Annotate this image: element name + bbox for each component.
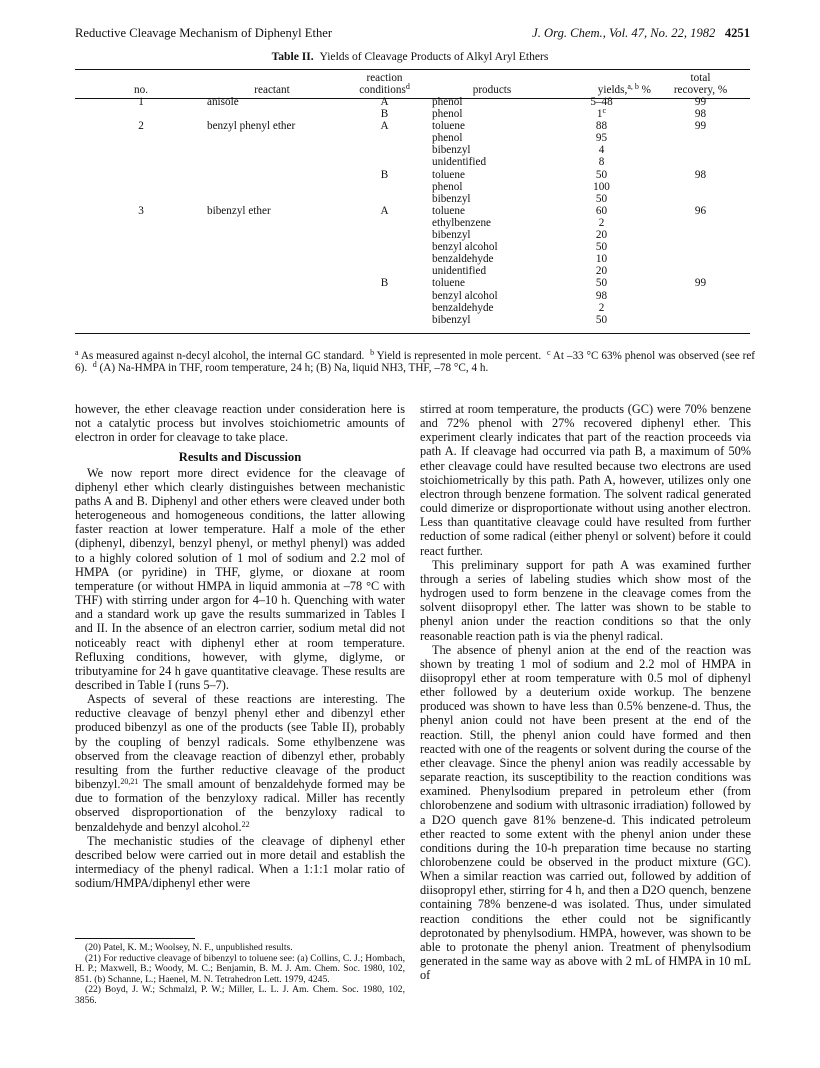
cell-product (432, 290, 552, 302)
citation-superscript: 22 (241, 819, 250, 829)
cell-no (75, 96, 207, 108)
table-row (75, 302, 750, 314)
cell-no-text: 2 (138, 120, 144, 133)
cell-reactant (207, 277, 337, 289)
yield-footnote-mark: c (602, 106, 607, 116)
cell-total-recovery (651, 241, 750, 253)
cell-reactant (207, 217, 337, 229)
cell-total-recovery (651, 253, 750, 265)
cell-reactant (207, 241, 337, 253)
cell-yield (552, 108, 651, 120)
cell-conditions (337, 290, 432, 302)
cell-total-recovery-text: 99 (694, 277, 707, 290)
cell-product (432, 205, 552, 217)
footnote-d: (A) Na-HMPA in THF, room temperature, 24 h; (B) Na, liquid NH3, THF, –78 °C, 4 h. (96, 362, 489, 375)
cell-conditions (337, 229, 432, 241)
cell-total-recovery (651, 265, 750, 277)
table-title: Yields of Cleavage Products of Alkyl Aryl Ethers (319, 50, 549, 63)
cell-no-text: 3 (138, 204, 144, 217)
cell-reactant (207, 132, 337, 144)
cell-yield (552, 132, 651, 144)
cell-product (432, 108, 552, 120)
footnote-a: As measured against n-decyl alcohol, the internal GC standard. (78, 350, 365, 362)
cell-no (75, 265, 207, 277)
paragraph: This preliminary support for path A was examined further through a series of labeling studies which show most of the hydrogen used to form benzene in the cleavage comes from the solvent diisopropyl ether. The latter was shown to be stable to phenyl anion under the reaction conditions so that the only reasonable reaction path is via the phenyl radical. (420, 557, 751, 643)
cell-yield (552, 277, 651, 289)
cell-product (432, 253, 552, 265)
cell-product (432, 314, 552, 326)
cell-no (75, 181, 207, 193)
cell-total-recovery-text: 98 (694, 168, 707, 181)
cell-total-recovery (651, 144, 750, 156)
table-label: Table II. (271, 50, 314, 63)
cell-product-text: phenol (432, 180, 463, 193)
cell-product (432, 229, 552, 241)
paragraph: We now report more direct evidence for the cleavage of diphenyl ether which clearly distinguishes between mechanistic paths A and B. Diphenyl and other ethers were cleaved under both heterogeneous and homogeneous conditions, the latter allowing faster reaction at lower temperature. Half a mole of the ether (diphenyl, dibenzyl, benzyl phenyl, or methyl phenyl) was added to a highly colored solution of 1 mol of sodium and 2.2 mol of HMPA (or pyridine) in THF, glyme, or dioxane at room temperature (or without HMPA in liquid ammonia at –78 °C with THF) with stirring under argon for 4–10 h. Quenching with water and a standard work up gave the results summarized in Tables I and II. In the absence of an electron carrier, sodium metal did not noticeably react with diphenyl ether at room temperature. Refluxing conditions, however, with glyme, diglyme, or tributyamine for 24 h gave quantitative cleavage. These results are described in Table I (runs 5–7). (75, 465, 405, 692)
cell-yield-text: 95 (595, 132, 608, 145)
cell-reactant (207, 169, 337, 181)
cell-yield (552, 144, 651, 156)
cell-reactant-text: anisole (207, 96, 239, 108)
table-row (75, 205, 750, 217)
paragraph: however, the ether cleavage reaction under consideration here is not a catalytic process but involves stoichiometric amounts of electron in order for cleavage to take place. (75, 402, 405, 445)
reference-20: (20) Patel, K. M.; Woolsey, N. F., unpublished results. (85, 942, 293, 953)
cell-reactant (207, 265, 337, 277)
cell-conditions (337, 181, 432, 193)
cell-total-recovery-text: 99 (694, 96, 707, 108)
cell-conditions-text: A (380, 120, 389, 133)
cell-conditions-text: B (380, 168, 389, 181)
cell-conditions-text: A (380, 96, 389, 108)
yields-table (75, 70, 750, 326)
cell-yield-text: 8 (598, 156, 605, 169)
table-row (75, 169, 750, 181)
cell-total-recovery (651, 181, 750, 193)
table-row (75, 314, 750, 326)
cell-reactant-text: bibenzyl ether (207, 204, 271, 217)
footnote-separator (75, 938, 195, 939)
cell-conditions (337, 302, 432, 314)
cell-no (75, 314, 207, 326)
running-title: Reductive Cleavage Mechanism of Diphenyl Ether (75, 26, 333, 40)
cell-yield-text: 98 (595, 289, 608, 302)
cell-total-recovery (651, 205, 750, 217)
cell-yield (552, 181, 651, 193)
cell-product-text: phenol (432, 132, 463, 145)
cell-no (75, 156, 207, 168)
cell-total-recovery (651, 169, 750, 181)
footnote-c-mark: c (546, 348, 551, 357)
header-recovery-line1: total (690, 71, 711, 84)
table-row (75, 229, 750, 241)
cell-total-recovery (651, 193, 750, 205)
cell-yield-text: 20 (595, 229, 608, 242)
cell-conditions (337, 96, 432, 108)
table-row (75, 265, 750, 277)
page-number: 4251 (724, 26, 750, 40)
cell-conditions (337, 241, 432, 253)
cell-product-text: benzyl alcohol (432, 289, 498, 302)
table-row (75, 253, 750, 265)
cell-reactant (207, 108, 337, 120)
cell-yield-text: 5–48 (590, 96, 613, 108)
cell-total-recovery (651, 132, 750, 144)
cell-product-text: toluene (432, 204, 465, 217)
cell-product-text: benzyl alcohol (432, 241, 498, 254)
cell-product (432, 241, 552, 253)
cell-total-recovery-text: 99 (694, 120, 707, 133)
cell-total-recovery (651, 302, 750, 314)
cell-reactant (207, 96, 337, 108)
cell-conditions (337, 156, 432, 168)
cell-product-text: bibenzyl (432, 144, 471, 157)
cell-yield (552, 156, 651, 168)
references (75, 938, 405, 1007)
cell-reactant (207, 181, 337, 193)
paragraph (75, 692, 405, 834)
table-row (75, 181, 750, 193)
cell-reactant (207, 302, 337, 314)
cell-yield (552, 229, 651, 241)
cell-reactant-text: benzyl phenyl ether (207, 120, 296, 133)
cell-yield (552, 253, 651, 265)
cell-total-recovery (651, 108, 750, 120)
table-row (75, 277, 750, 289)
cell-product (432, 193, 552, 205)
cell-yield-text: 100 (593, 180, 610, 193)
cell-product-text: toluene (432, 277, 465, 290)
cell-product (432, 265, 552, 277)
cell-product (432, 96, 552, 108)
cell-product (432, 277, 552, 289)
table-row (75, 156, 750, 168)
cell-conditions (337, 265, 432, 277)
cell-yield (552, 96, 651, 108)
cell-reactant (207, 156, 337, 168)
cell-yield-text: 1 (596, 108, 603, 121)
cell-no (75, 193, 207, 205)
footnote-c: At –33 °C 63% phenol was observed (see ref 6). (75, 350, 756, 375)
cell-total-recovery (651, 120, 750, 132)
table-row (75, 217, 750, 229)
cell-total-recovery-text: 98 (694, 108, 707, 121)
cell-no (75, 144, 207, 156)
table-row (75, 290, 750, 302)
header-conditions-sup: d (405, 81, 410, 91)
table-header-row (75, 70, 750, 96)
cell-yield (552, 205, 651, 217)
cell-yield-text: 50 (595, 313, 608, 326)
cell-total-recovery (651, 156, 750, 168)
cell-conditions (337, 253, 432, 265)
cell-yield (552, 217, 651, 229)
header-conditions-line2: conditions (359, 83, 406, 96)
cell-yield-text: 2 (598, 216, 605, 229)
cell-yield-text: 50 (595, 241, 608, 254)
cell-no (75, 229, 207, 241)
cell-yield-text: 50 (595, 168, 608, 181)
cell-reactant (207, 193, 337, 205)
cell-product-text: phenol (432, 108, 463, 121)
cell-conditions (337, 205, 432, 217)
cell-yield (552, 169, 651, 181)
cell-total-recovery (651, 290, 750, 302)
cell-conditions (337, 144, 432, 156)
paragraph: The absence of phenyl anion at the end of the reaction was shown by treating 1 mol of sodium and 2.2 mol of HMPA in diisopropyl ether at room temperature with 0.5 mol of diphenyl ether followed by a deuterium oxide workup. The benzene produced was shown to have less than 0.5% benzene-d. Thus, the phenyl anion could not have been present at the end of the reaction. Still, the phenyl anion could have formed and then reacted with one of the reagents or solvent during the course of the ether cleavage. Since the phenyl anion was readily accessable by separate reaction, its susceptibility to the reaction conditions was examined. Phenylsodium prepared in petroleum ether (from chlorobenzene and sodium with ultrasonic irradiation) followed by a D2O quench gave 81% benzene-d. This indicated petroleum ether reacted to some extent with the phenyl anion under these conditions during the 10-h preparation time because no starting chlorobenzene could be observed in the product mixture (GC). When a similar reaction was carried out, followed by addition of diisopropyl ether, stirring for 4 h, and then a D2O quench, benzene containing 78% benzene-d was isolated. Thus, under simulated reaction conditions the ether could not be significantly deprotonated by phenylsodium. HMPA, however, was shown to be able to protonate the phenyl anion. Treatment of phenylsodium generated in the same way as above with 2 mL of HMPA in 10 mL of (420, 642, 751, 983)
header-conditions-line1: reaction (366, 71, 403, 84)
cell-yield-text: 88 (595, 120, 608, 133)
header-no: no. (134, 83, 148, 96)
cell-total-recovery (651, 217, 750, 229)
cell-conditions (337, 193, 432, 205)
cell-conditions (337, 314, 432, 326)
cell-yield-text: 50 (595, 192, 608, 205)
cell-no (75, 120, 207, 132)
cell-yield (552, 120, 651, 132)
cell-no (75, 290, 207, 302)
cell-reactant (207, 144, 337, 156)
cell-yield (552, 290, 651, 302)
paragraph-text: Aspects of several of these reactions are interesting. The reductive cleavage of benzyl phenyl ether and dibenzyl ether produced bibenzyl as one of the products (see Table II), probably by the coupling of benzyl radicals. Some ethylbenzene was observed from the cleavage reaction of dibenzyl ether, probably resulting from the further reductive cleavage of the product bibenzyl. (75, 692, 405, 792)
table-row (75, 144, 750, 156)
cell-yield-text: 60 (595, 204, 608, 217)
cell-total-recovery (651, 96, 750, 108)
cell-product-text: ethylbenzene (432, 216, 492, 229)
journal-name: J. Org. Chem., Vol. 47, No. 22, 1982 (532, 26, 716, 40)
cell-yield-text: 10 (595, 253, 608, 266)
section-heading: Results and Discussion (178, 450, 302, 465)
cell-product (432, 144, 552, 156)
reference-21: (21) For reductive cleavage of bibenzyl to toluene see: (a) Collins, C. J.; Hombach, H. P.; Maxwell, B.; Woody, M. C.; Benjamin, B. M. J. Am. Chem. Soc. 1980, 102, 851. (b) Schanne, L.; Haenel, M. N. Tetrahedron Lett. 1979, 4245. (75, 952, 405, 985)
table-row (75, 120, 750, 132)
header-products: products (472, 83, 512, 96)
cell-conditions (337, 132, 432, 144)
cell-yield-text: 50 (595, 277, 608, 290)
left-column (75, 402, 405, 890)
cell-total-recovery (651, 277, 750, 289)
header-recovery-line2: recovery, % (673, 83, 728, 96)
cell-conditions (337, 217, 432, 229)
cell-reactant (207, 314, 337, 326)
cell-no (75, 132, 207, 144)
cell-reactant (207, 229, 337, 241)
cell-conditions (337, 108, 432, 120)
cell-no (75, 217, 207, 229)
cell-conditions-text: B (380, 108, 389, 121)
cell-product (432, 181, 552, 193)
cell-product-text: phenol (432, 96, 463, 108)
header-yields-unit: % (638, 83, 651, 96)
cell-reactant (207, 290, 337, 302)
cell-no (75, 169, 207, 181)
table-row (75, 108, 750, 120)
cell-product-text: unidentified (432, 156, 487, 169)
table-row (75, 193, 750, 205)
cell-total-recovery-text: 96 (694, 204, 707, 217)
cell-yield (552, 314, 651, 326)
cell-yield (552, 193, 651, 205)
table-row (75, 132, 750, 144)
cell-product-text: benzaldehyde (432, 253, 494, 266)
header-reactant: reactant (254, 83, 290, 96)
footnote-b: Yield is represented in mole percent. (374, 350, 542, 362)
cell-no (75, 302, 207, 314)
cell-yield-text: 2 (598, 301, 605, 314)
footnote-b-mark: b (370, 348, 375, 357)
header-yields-sup: a, b (627, 81, 639, 91)
right-column (420, 402, 751, 982)
cell-conditions (337, 277, 432, 289)
cell-yield-text: 20 (595, 265, 608, 278)
cell-conditions (337, 169, 432, 181)
header-yields (552, 70, 651, 96)
cell-product-text: bibenzyl (432, 313, 471, 326)
cell-no-text: 1 (138, 96, 144, 108)
cell-product (432, 169, 552, 181)
cell-product-text: benzaldehyde (432, 301, 494, 314)
footnote-d-mark: d (92, 360, 97, 370)
cell-total-recovery (651, 229, 750, 241)
cell-no (75, 205, 207, 217)
cell-conditions-text: A (380, 204, 389, 217)
cell-conditions (337, 120, 432, 132)
table-row (75, 96, 750, 108)
cell-yield-text: 4 (598, 144, 605, 157)
table-row (75, 241, 750, 253)
cell-yield (552, 302, 651, 314)
header-conditions (337, 70, 432, 96)
cell-no (75, 108, 207, 120)
cell-yield (552, 265, 651, 277)
cell-product (432, 302, 552, 314)
cell-reactant (207, 253, 337, 265)
running-header (75, 26, 750, 42)
cell-product-text: toluene (432, 120, 465, 133)
table-body (75, 96, 750, 326)
cell-reactant (207, 205, 337, 217)
header-recovery (651, 70, 750, 96)
cell-product-text: toluene (432, 168, 465, 181)
paragraph: The mechanistic studies of the cleavage of diphenyl ether described below were carried out in more detail and establish the intermediacy of the phenyl radical. When a 1:1:1 molar ratio of sodium/HMPA/diphenyl ether were (75, 833, 405, 891)
cell-reactant (207, 120, 337, 132)
cell-total-recovery (651, 314, 750, 326)
cell-product (432, 156, 552, 168)
cell-product-text: bibenzyl (432, 229, 471, 242)
table-caption (0, 50, 820, 63)
cell-product (432, 120, 552, 132)
reference-22: (22) Boyd, J. W.; Schmalzl, P. W.; Miller, L. L. J. Am. Chem. Soc. 1980, 102, 3856. (75, 984, 405, 1006)
cell-product (432, 217, 552, 229)
paragraph: stirred at room temperature, the products (GC) were 70% benzene and 72% phenol with 27% recovered diphenyl ether. This experiment clearly indicates that part of the reaction proceeds via path A. If cleavage had occurred via path B, a maximum of 50% ether cleavage could have resulted because two electrons are used stoichiometrically by this path. Path A, however, utilizes only one electron through benzene formation. The solvent radical generated could dimerize or disproportionate without using another electron. Less than quantitative cleavage could have resulted from further reduction of some radical (either phenyl or solvent) before it could react further. (420, 402, 751, 558)
cell-no (75, 253, 207, 265)
paragraph-text: The small amount of benzaldehyde formed may be due to formation of the benzyloxy radical. Miller has recently observed disproportionation of the benzyloxy radical to benzaldehyde and benzyl alcohol. (75, 777, 405, 834)
journal-citation (532, 26, 750, 41)
cell-conditions-text: B (380, 277, 389, 290)
cell-no (75, 241, 207, 253)
citation-superscript: 20,21 (120, 777, 139, 787)
footnote-a-mark: a (75, 348, 79, 357)
cell-yield (552, 241, 651, 253)
cell-product-text: unidentified (432, 265, 487, 278)
cell-product (432, 132, 552, 144)
table-footnotes (75, 350, 755, 375)
header-yields-label: yields, (597, 83, 628, 96)
table-bottom-rule (75, 333, 750, 334)
cell-product-text: bibenzyl (432, 192, 471, 205)
cell-no (75, 277, 207, 289)
